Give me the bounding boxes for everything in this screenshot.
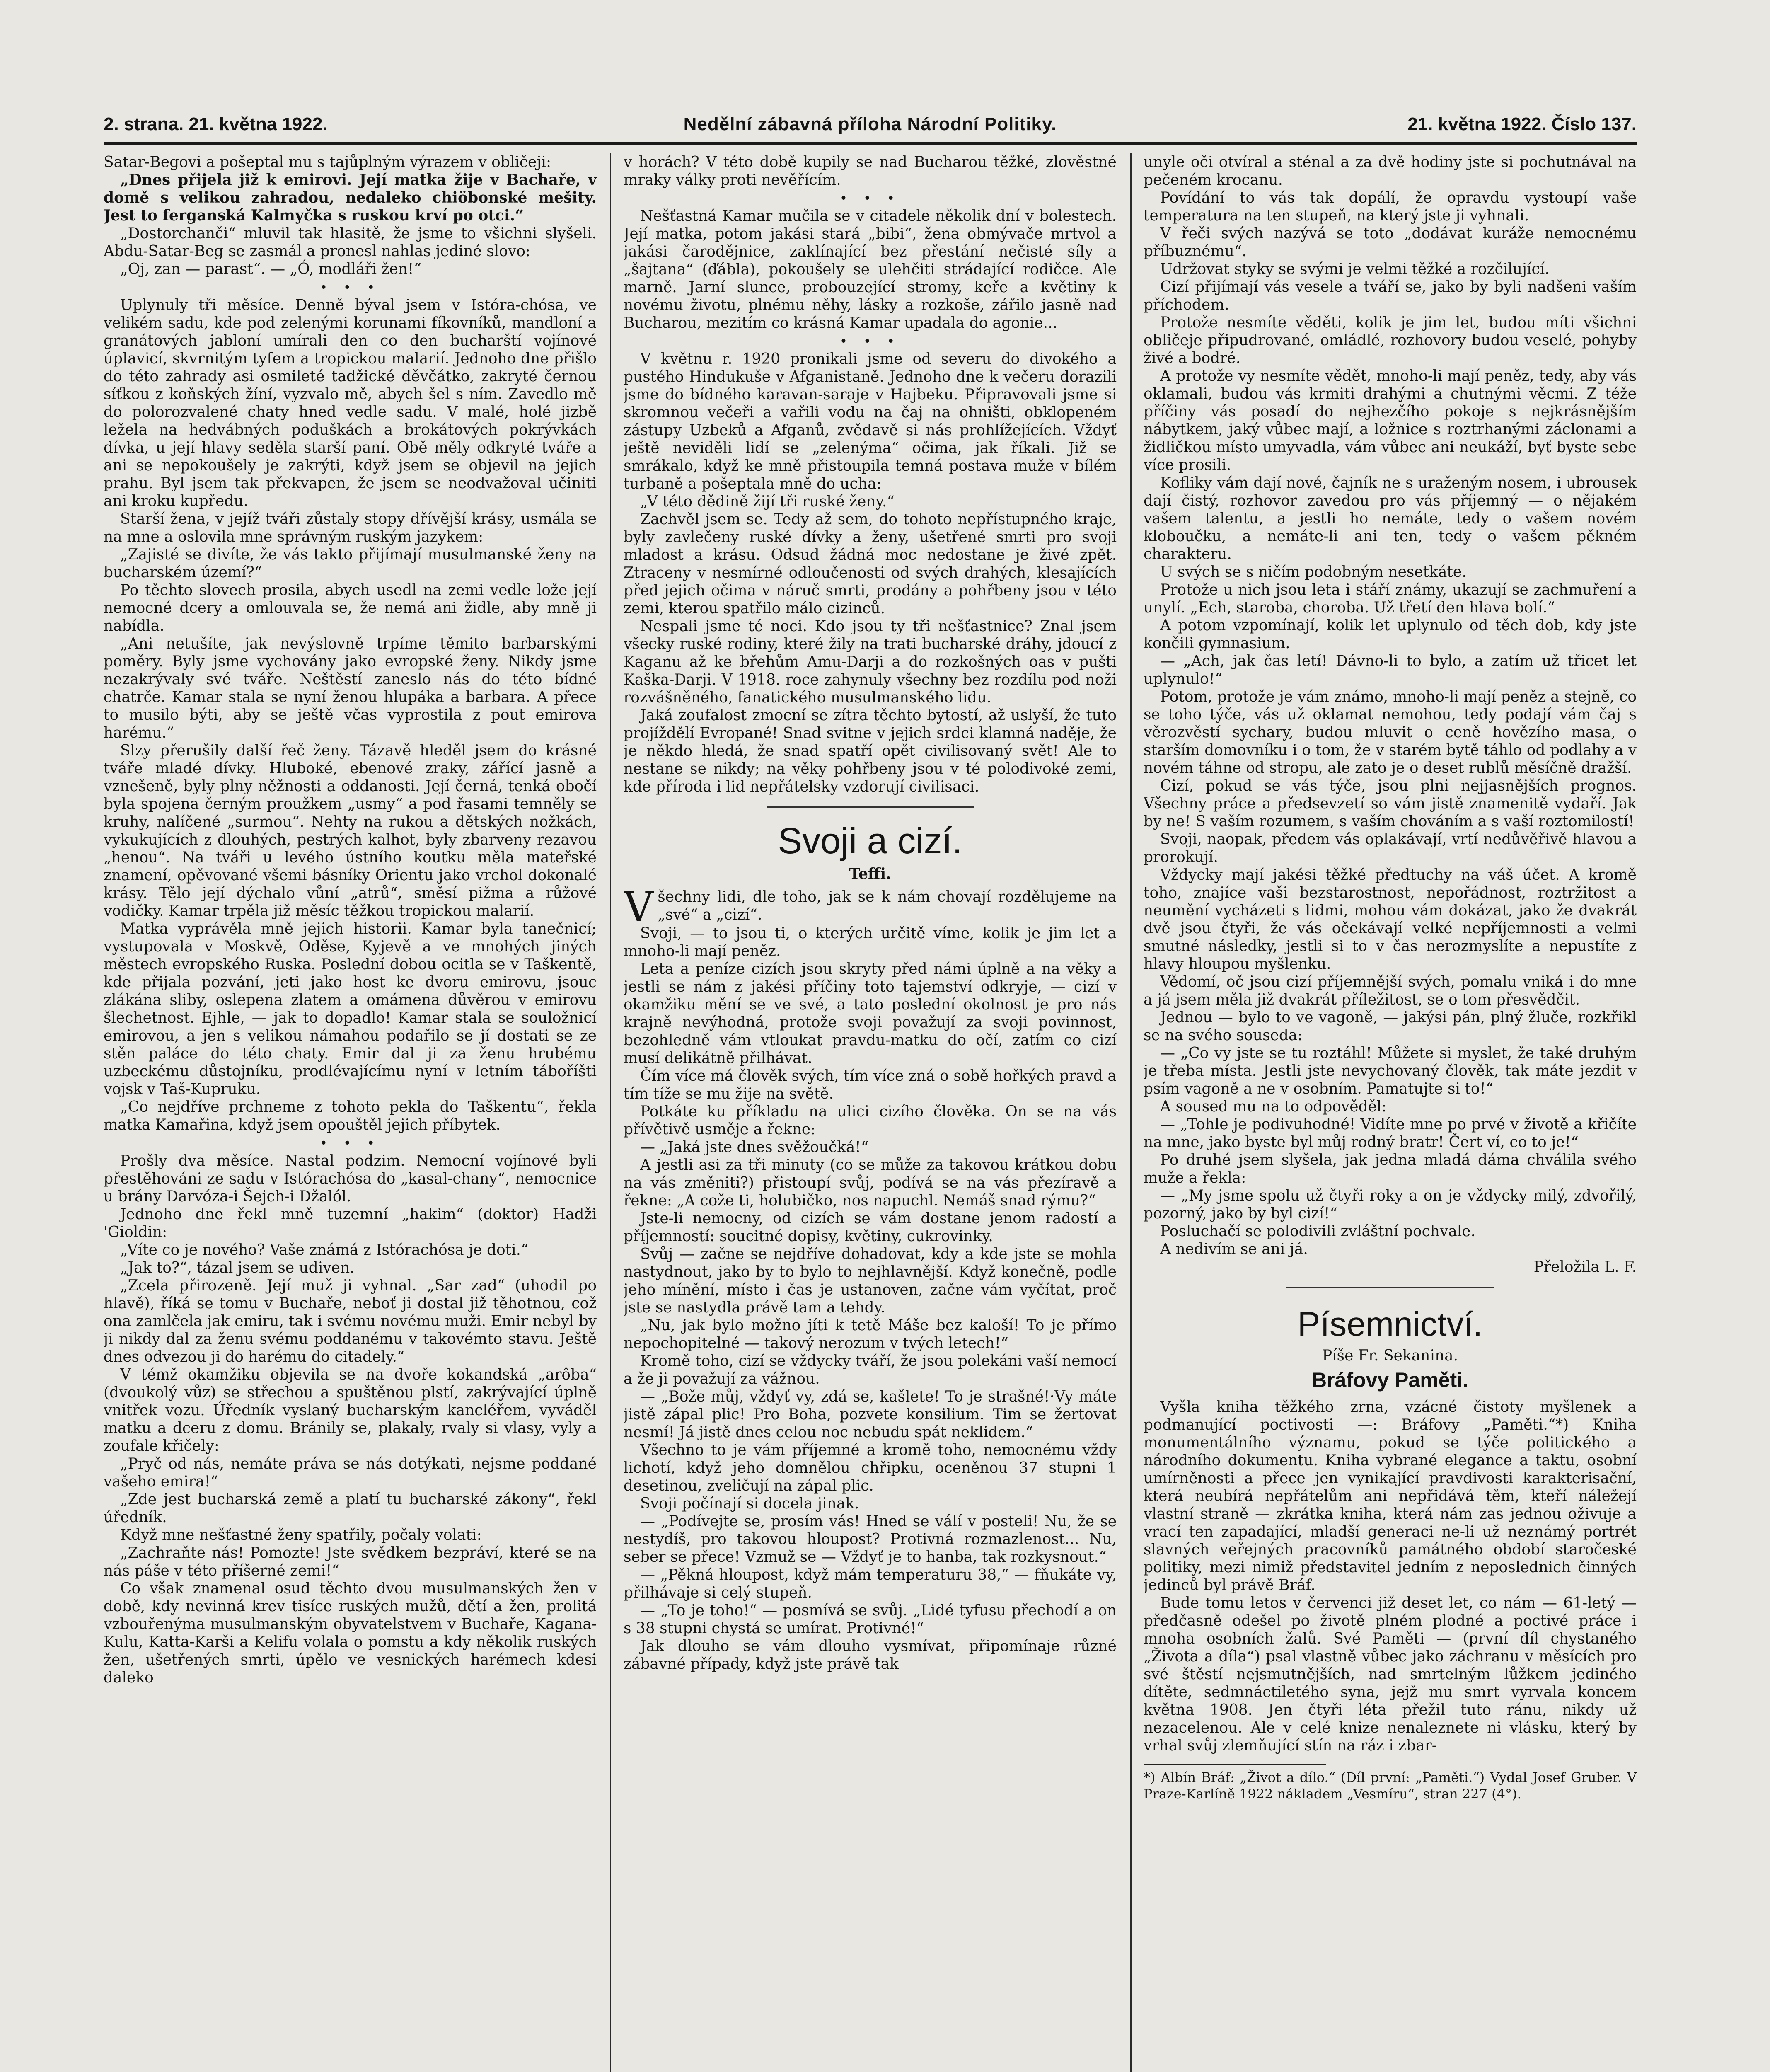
paragraph: Svoji, — to jsou ti, o kterých určitě víme, kolik je jim let a mnoho-li mají peněz. [624,925,1117,960]
article-separator [767,806,974,808]
paragraph: Protože nesmíte věděti, kolik je jim let, budou míti všichni obličeje připudrované, omládlé, rozhovory budou veselé, pohyby živé a bodré. [1144,314,1637,367]
paragraph: Starší žena, v jejíž tváři zůstaly stopy dřívější krásy, usmála se na mne a oslovila mne správným ruským jazykem: [104,511,597,545]
paragraph: Jak dlouho se vám dlouho vysmívat, připomínaje různé zábavné případy, když jste právě tak [624,1638,1117,1673]
column-3 [1144,153,1637,2072]
paragraph: Zachvěl jsem se. Tedy až sem, do tohoto nepřístupného kraje, byly zavlečeny ruské dívky a ženy, ušetřené smrti pro svoji mladost a krásu. Odsud žádná moc nedostane je živé zpět. Ztraceny v nesmírné odloučenosti od svých drahých, klesajících před jejich očima v náruč smrti, prodány a pohřbeny jsou v této zemi, kterou spatřilo málo cizinců. [624,511,1117,617]
paragraph: A jestli asi za tři minuty (co se může za takovou krátkou dobu na vás změniti?) přistoupí svůj, podívá se na vás přezíravě a řekne: „A cože ti, holubičko, nos napuchl. Nemáš snad rýmu?“ [624,1157,1117,1209]
section-title: Písemnictví. [1297,1305,1483,1343]
paragraph: Čím více má člověk svých, tím více zná o sobě hořkých pravd a tím tíže se mu žije na světě. [624,1067,1117,1102]
section-separator-rule [1286,1287,1494,1288]
paragraph: Uplynuly tři měsíce. Denně býval jsem v Istóra-chósa, ve velikém sadu, kde pod zelenými korunami fíkovníků, mandloní a granátových jabloní umírali den co den bucharští vojínové úplavicí, skvrnitým tyfem a tropickou malarií. Jednoho dne přišlo do této zahrady asi osmileté tadžické děvčátko, zakryté černou síťkou z koňských žíní, vyzvalo mě, abych šel s ním. Zavedlo mě do polorozvalené chaty hned vedle sadu. V malé, holé jizbě ležela na hedvábných poduškách a brokátových pokrývkách dívka, u její hlavy seděla starší paní. Obě měly odkryté tváře a ani se nepokoušely je zakrýti, když jsem se objevil na jejich prahu. Byl jsem tak překvapen, že jsem se neodvažoval učiniti ani kroku kupředu. [104,297,597,510]
column-1 [104,153,597,2072]
paragraph: — „Ach, jak čas letí! Dávno-li to bylo, a zatím už třicet let uplynulo!“ [1144,653,1637,687]
paragraph: „Co nejdříve prchneme z tohoto pekla do Taškentu“, řekla matka Kamařina, když jsem opouštěl jejich příbytek. [104,1099,597,1133]
column-divider [1130,153,1132,2072]
paragraph: Povídání to vás tak dopálí, že opravdu vystoupí vaše temperatura na ten stupeň, na který jste ji vyhnali. [1144,189,1637,224]
paragraph: Vyšla kniha těžkého zrna, vzácné čistoty myšlenek a podmanující poctivosti —: Bráfovy „Paměti.“*) Kniha monumentálního významu, pokud se týče politického a národního dokumentu. Kniha vybrané elegance a taktu, osobní umírněnosti a přece jen vynikající pravdivosti karakterisační, která neubírá nepřátelům ani nepřidává těm, kteří náležejí vlastní straně — zkrátka kniha, která nám zas jednou oživuje a vrací ten zapadající, mladší generaci ne-li už neznámý portrét slavných veřejných pracovníků památného období staročeské politiky, mezi nimiž představitel jedním z neposlednich činných jedinců byl právě Bráf. [1144,1399,1637,1594]
paragraph: Leta a peníze cizích jsou skryty před námi úplně a na věky a jestli se nám z jakési příčiny toto tajemství odkryje, — cizí v okamžiku mění se ve své, a tato poslední okolnost je pro nás krajně nevýhodná, protože svoji považují za svoji povinnost, bezohledně vám vtloukat pravdu-matku do očí, zatím co cizí musí delikátně přilhávat. [624,961,1117,1067]
paragraph: Všechno to je vám příjemné a kromě toho, nemocnému vždy lichotí, když jeho domnělou chřipku, oceněnou 37 stupni 1 desetinou, zveličují na zápal plic. [624,1442,1117,1494]
paragraph: Nešťastná Kamar mučila se v citadele několik dní v bolestech. Její matka, potom jakási stará „bibi“, žena obmývače mrtvol a jakási čarodějnice, zaklínající bez přestání nečisté síly a „šajtana“ (ďábla), pokoušely se ulehčiti strádající rodičce. Ale marně. Jarní slunce, probouzející stromy, keře a květiny k novému životu, plnému něhy, lásky a rozkoše, zářilo jasně nad Bucharou, mezitím co krásná Kamar upadala do agonie... [624,208,1117,332]
paragraph: Cizí přijímají vás vesele a tváří se, jako by byli nadšeni vaším příchodem. [1144,278,1637,313]
paragraph: V květnu r. 1920 pronikali jsme od severu do divokého a pustého Hindukuše v Afganistaně. Jednoho dne k večeru dorazili jsme do bídného karavan-saraje v Hajbeku. Připravovali jsme si skromnou večeři a vařili vodu na čaj na ohništi, obklopeném zástupy Uzbeků a Afganů, zvědavě si nás prohlížejících. Vždyť ještě neviděli lidí se „zelenýma“ očima, jak říkali. Již se smrákalo, když ke mně přistoupila temná postava muže v bílém turbaně a pošeptala mně do ucha: [624,351,1117,492]
paragraph: Slzy přerušily další řeč ženy. Tázavě hleděl jsem do krásné tváře mladé dívky. Hluboké, ebenové zraky, zářící jasně a vznešeně, byly plny něžnosti a oddanosti. Její černá, tenká obočí byla spojena černým proužkem „usmy“ a pod řasami temněly se kruhy, nalíčené „surmou“. Nehty na rukou a dětských nožkách, vykukujících z dlouhých, pestrých kalhot, byly zbarveny rezavou „henou“. Na tváři u levého ústního koutku měla mateřské znamení, opěvované všemi básníky Orientu jako vrchol dokonalé krásy. Tělo její dýchalo vůní „atrů“, směsí pižma a růžové vodičky. Kamar trpěla již měsíc těžkou tropickou malarií. [104,742,597,920]
paragraph: V řeči svých nazývá se toto „dodávat kuráže nemocnému příbuznému“. [1144,225,1637,260]
footnote: *) Albín Bráf: „Život a dílo.“ (Díl první: „Paměti.“) Vydal Josef Gruber. V Praze-Karlíně 1922 nákladem „Vesmíru“, stran 227 (4°). [1144,1769,1637,1802]
paragraph: „Zachraňte nás! Pomozte! Jste svědkem bezpráví, které se na nás páše v této příšerné zemi!“ [104,1544,597,1579]
paragraph: Nespali jsme té noci. Kdo jsou ty tři nešťastnice? Znal jsem všecky ruské rodiny, které žily na trati bucharské dráhy, jdoucí z Kaganu až ke břehům Amu-Darji a do rozkošných oas v pušti Kaška-Darji. V 1918. roce zahynuly všechny bez rozdílu pod noži rozvášněného, fanatického musulmanského lidu. [624,618,1117,706]
paragraph: Potom, protože je vám známo, mnoho-li mají peněz a stejně, co se toho týče, vás už oklamat nemohou, tedy podají vám čaj s věrozvěstí sychary, budou mluvit o ceně hovězího masa, o starším domovníku i o tom, že v starém bytě táhlo od podlahy a v novém táhne od stropu, ale zato je o deset rublů měsíčně dražší. [1144,688,1637,777]
header-page-date: 2. strana. 21. května 1922. [104,114,328,134]
paragraph: Udržovat styky se svými je velmi těžké a rozčilující. [1160,261,1550,278]
paragraph: „Zde jest bucharská země a platí tu bucharské zákony“, řekl úředník. [104,1491,597,1526]
paragraph: Bude tomu letos v červenci již deset let, co nám — 61-letý — předčasně odešel po životě plném plodné a poctivé práce i mnoha osobních žalů. Své Paměti — (první díl chystaného „Života a díla“) psal vlastně vůbec jako záchranu v měsících pro své štěstí nejsmutnějších, nad smrtelným lůžkem jediného dítěte, sedmnáctiletého syna, jejž mu smrt vyrvala koncem května 1908. Jen čtyři léta přežil tuto ránu, nikdy už nezacelenou. Ale v celé knize nenaleznete ni vlásku, který by vrhal svůj zlemňující stín na ráz i zbar- [1144,1595,1637,1754]
paragraph: Co však znamenal osud těchto dvou musulmanských žen v době, kdy nevinná krev tisíce ruských mužů, dětí a žen, prolitá vzbouřenýma musulmanským obyvatelstvem v Buchaře, Kagana-Kulu, Katta-Karši a Kelifu volala o pomstu a kdy několik ruských žen, ušetřených smrti, úpělo ve vesnických harémech kdesi daleko [104,1580,597,1686]
paragraph: „Oj, zan — parast“. — „Ó, modláři žen!“ [120,261,421,278]
column-2 [624,153,1117,2072]
paragraph: U svých se s ničím podobným nesetkáte. [1160,564,1467,581]
paragraph-text: šechny lidi, dle toho, jak se k nám chovají rozdělujeme na „své“ a „cizí“. [658,888,1117,923]
paragraph: Jednoho dne řekl mně tuzemní „hakim“ (doktor) Hadži 'Gioldin: [104,1206,597,1241]
paragraph: A potom vzpomínají, kolik let uplynulo od těch dob, kdy jste končili gymnasium. [1144,617,1637,652]
section-separator: • • • [839,333,901,349]
paragraph: — „To je toho!“ — posmívá se svůj. „Lidé tyfusu přechodí a on s 38 stupni chystá se umírat. Protivné!“ [624,1602,1117,1637]
section-separator: • • • [839,190,901,206]
paragraph: „Zajisté se divíte, že vás takto přijímají musulmanské ženy na bucharském území?“ [104,546,597,581]
footnote-rule [1144,1764,1326,1765]
paragraph: Kofliky vám dají nové, čajník ne s uraženým nosem, i ubrousek dají čistý, rozhovor zavedou pro vás příjemný — o nějakém vašem talentu, a jestli ho nemáte, tedy o vašem novém kloboučku, a nemáte-li ani ten, tedy o vašem pěkném charakteru. [1144,474,1637,563]
paragraph: „Dostorchanči“ mluvil tak hlasitě, že jsme to všichni slyšeli. Abdu-Satar-Beg se zasmál a pronesl nahlas jediné slovo: [104,225,597,260]
paragraph: — „Bože můj, vždyť vy, zdá se, kašlete! To je strašné!·Vy máte jistě zápal plic! Pro Boha, pozvete konsilium. Tim se žertovat nesmí! Já jistě dnes celou noc nebudu spát neklidem.“ [624,1388,1117,1441]
paragraph: Svoji počínají si docela jinak. [640,1495,859,1512]
review-title: Bráfovy Paměti. [1312,1368,1468,1392]
section-separator: • • • [319,1135,381,1151]
paragraph: Vědomí, oč jsou cizí příjemnější svých, pomalu vniká i do mne a já jsem měla již dvakrát příležitost, se o tom přesvědčit. [1144,973,1637,1008]
header-rule [104,142,1637,145]
paragraph: Svoji, naopak, předem vás oplakávají, vrtí nedůvěřivě hlavou a prorokují. [1144,831,1637,866]
paragraph: Cizí, pokud se vás týče, jsou plni nejjasnějších prognos. Všechny práce a předsevzetí so vám jistě znamenitě vydaří. Jak by ne! S vaším rozumem, s vaším chováním a s vaší roztomilostí! [1144,777,1637,830]
paragraph: — „Co vy jste se tu roztáhl! Můžete si myslet, že také druhým je třeba místa. Jestli jste nevychovaný člověk, tak máte jezdit v psím vagoně a ne v osobním. Pamatujte si to!“ [1144,1045,1637,1097]
paragraph: unyle oči otvíral a sténal a za dvě hodiny jste si pochutnával na pečeném krocanu. [1144,154,1637,189]
paragraph: Prošly dva měsíce. Nastal podzim. Nemocní vojínové byli přestěhováni ze sadu v Istórachósa do „kasal-chany“, nemocnice u brány Darvóza-i Šejch-i Džalól. [104,1152,597,1205]
paragraph: Jednou — bylo to ve vagoně, — jakýsi pán, plný žluče, rozkřikl se na svého souseda: [1144,1009,1637,1044]
article-title: Svoji a cizí. [778,820,962,861]
paragraph: Jaká zoufalost zmocní se zítra těchto bytostí, až uslyší, že tuto projíždělí Evropané! Snad svitne v jejich srdci klamná naděje, že je někdo hledá, že snad spatří opět civilisovaný svět! Ale to nestane se nikdy; na věky pohřbeny jsou v té polodivoké zemi, kde příroda i lid nepřátelsky vzdorují civilisaci. [624,707,1117,795]
paragraph: — „My jsme spolu už čtyři roky a on je vždycky milý, zdvořilý, pozorný, jako by byl cizí!“ [1144,1187,1637,1222]
paragraph: A nedivím se ani já. [1160,1241,1308,1258]
paragraph: Když mne nešťastné ženy spatřily, počaly volati: [120,1527,482,1544]
paragraph: „Dnes přijela již k emirovi. Její matka žije v Bachaře, v domě s velikou zahradou, nedaleko chiöbonské mešity. Jest to ferganská Kalmyčka s ruskou krví po otci.“ [104,171,597,224]
paragraph: Jste-li nemocny, od cizích se vám dostane jenom radostí a příjemností: soucitné dopisy, květiny, cukrovinky. [624,1210,1117,1245]
header-supplement-title: Nedělní zábavná příloha Národní Politiky. [683,114,1057,134]
paragraph: Po těchto slovech prosila, abych usedl na zemi vedle lože její nemocné dcery a omlouvala se, že nemá ani židle, aby mně ji nabídla. [104,582,597,634]
section-author: Píše Fr. Sekanina. [1322,1347,1458,1364]
article-author: Teffi. [849,865,891,883]
paragraph: Kromě toho, cizí se vždycky tváří, že jsou polekáni vaší nemocí a že ji považují za vážnou. [624,1353,1117,1387]
paragraph: — „Podívejte se, prosím vás! Hned se válí v posteli! Nu, že se nestydíš, pro takovou hloupost? Protivná rozmazlenost... Nu, seber se přece! Vzmuž se — Vždyť je to hanba, tak rozkysnout.“ [624,1513,1117,1566]
paragraph: „Pryč od nás, nemáte práva se nás dotýkati, nejsme poddané vašeho emira!“ [104,1455,597,1490]
column-divider [610,153,611,2072]
paragraph: — „Pěkná hloupost, když mám temperaturu 38,“ — fňukáte vy, přilhávaje si celý stupeň. [624,1566,1117,1601]
paragraph: „Víte co je nového? Vaše známá z Istórachósa je doti.“ [120,1242,529,1259]
paragraph: Po druhé jsem slyšela, jak jedna mladá dáma chválila svého muže a řekla: [1144,1152,1637,1186]
paragraph: Vždycky mají jakési těžké předtuchy na váš účet. A kromě toho, znajíce vaši bezstarostnost, nepořádnost, roztržitost a neumění vycházeti s lidmi, mohou vám dokázat, jako že dvakrát dvě jsou čtyři, že vás očekávají velké nepříjemnosti a velmi smutné následky, jestli si to v čas nerozmyslíte a nepustíte z hlavy hloupou myšlenku. [1144,867,1637,973]
paragraph: v horách? V této době kupily se nad Bucharou těžké, zlověstné mraky války proti nevěřícím. [624,154,1117,189]
paragraph: „Jak to?“, tázal jsem se udiven. [120,1259,355,1276]
translator-signature: Přeložila L. F. [1533,1259,1637,1276]
page-header [104,110,1637,139]
newspaper-page [104,110,1637,2072]
paragraph: Protože u nich jsou leta i stáří známy, ukazují se zachmuření a unylí. „Ech, staroba, choroba. Už třetí den hlava bolí.“ [1144,581,1637,616]
paragraph: „V této dědině žijí tři ruské ženy.“ [640,493,895,510]
section-separator: • • • [319,279,381,295]
paragraph: A soused mu na to odpověděl: [1160,1098,1387,1115]
paragraph: „Nu, jak bylo možno jíti k tetě Máše bez kaloší! To je přímo nepochopitelné — takový nerozum v tvých letech!“ [624,1317,1117,1352]
paragraph: — „Tohle je podivuhodné! Vidíte mne po prvé v životě a křičíte na mne, jako byste byl můj rodný bratr! Čert ví, co to je!“ [1144,1116,1637,1151]
paragraph: Matka vyprávěla mně jejich historii. Kamar byla tanečnicí; vystupovala v Moskvě, Oděse, Kyjevě a ve mnohých jiných městech evropského Ruska. Poslední dobou ocitla se v Taškentě, kde přijala pozvání, jeti jako host ke dvoru emirovu, jsouc zlákána sliby, oslepena zlatem a omámena důvěrou v emirovu šlechetnost. Ejhle, — jak to dopadlo! Kamar stala se souložnicí emirovou, a jen s velikou námahou podařilo se jí dostati se ze stěn paláce do této chaty. Emir dal ji za ženu hrubému uzbeckému důstojníku, prodlévajícímu nyní v letním táboříšti vojsk v Taš-Kupruku. [104,920,597,1098]
paragraph: Posluchačí se polodivili zvláštní pochvale. [1160,1223,1476,1240]
header-date-issue: 21. května 1922. Číslo 137. [1407,114,1637,134]
paragraph: Potkáte ku příkladu na ulici cizího člověka. On se na vás přívětivě usměje a řekne: [624,1103,1117,1138]
paragraph: „Ani netušíte, jak nevýslovně trpíme těmito barbarskými poměry. Byly jsme vychovány jako evropské ženy. Nikdy jsme nezakrývaly své tváře. Neštěstí zaneslo nás do této bídné chatrče. Kamar stala se nyní ženou hlupáka a barbara. A přece to musilo býti, aby se ještě včas vyprostila z pout emirova harému.“ [104,635,597,741]
paragraph: Svůj — začne se nejdříve dohadovat, kdy a kde jste se mohla nastydnout, jako by to bylo to nejhlavnější. Když konečně, podle jeho mínění, místo i čas je ustanoven, začne vám vyčítat, proč jste se nastydla právě tam a tehdy. [624,1246,1117,1316]
drop-cap: V [624,883,654,931]
paragraph: — „Jaká jste dnes svěžoučká!“ [640,1139,869,1156]
paragraph: V témž okamžiku objevila se na dvoře kokandská „arôba“ (dvoukolý vůz) se střechou a spuštěnou plstí, zakrývající úplně vnitřek vozu. Úředník vyslaný bucharským kancléřem, vyváděl matku a dceru z domu. Bránily se, plakaly, rvaly si vlasy, vyly a zoufale křičely: [104,1366,597,1455]
paragraph: A protože vy nesmíte vědět, mnoho-li mají peněz, tedy, aby vás oklamali, budou vás krmiti drahými a chutnými věcmi. Z téže příčiny vás posadí do nejhezčího pokoje s nejkrásnějším nábytkem, jaký vůbec mají, a ložnice s roztrhanými záclonami a židličkou místo umyvadla, vám vůbec ani neukáží, byť byste sebe více prosili. [1144,368,1637,474]
paragraph: Satar-Begovi a pošeptal mu s tajůplným výrazem v obličeji: [104,154,551,171]
paragraph: „Zcela přirozeně. Její muž ji vyhnal. „Sar zad“ (uhodil po hlavě), říká se tomu v Buchaře, neboť ji dostal již těhotnou, což ona zamlčela jak emiru, tak i svému novému muži. Emir nebyl by ji nikdy dal za ženu svému poddanému v takovémto stavu. Ještě dnes odvezou ji do harému do citadely.“ [104,1277,597,1365]
